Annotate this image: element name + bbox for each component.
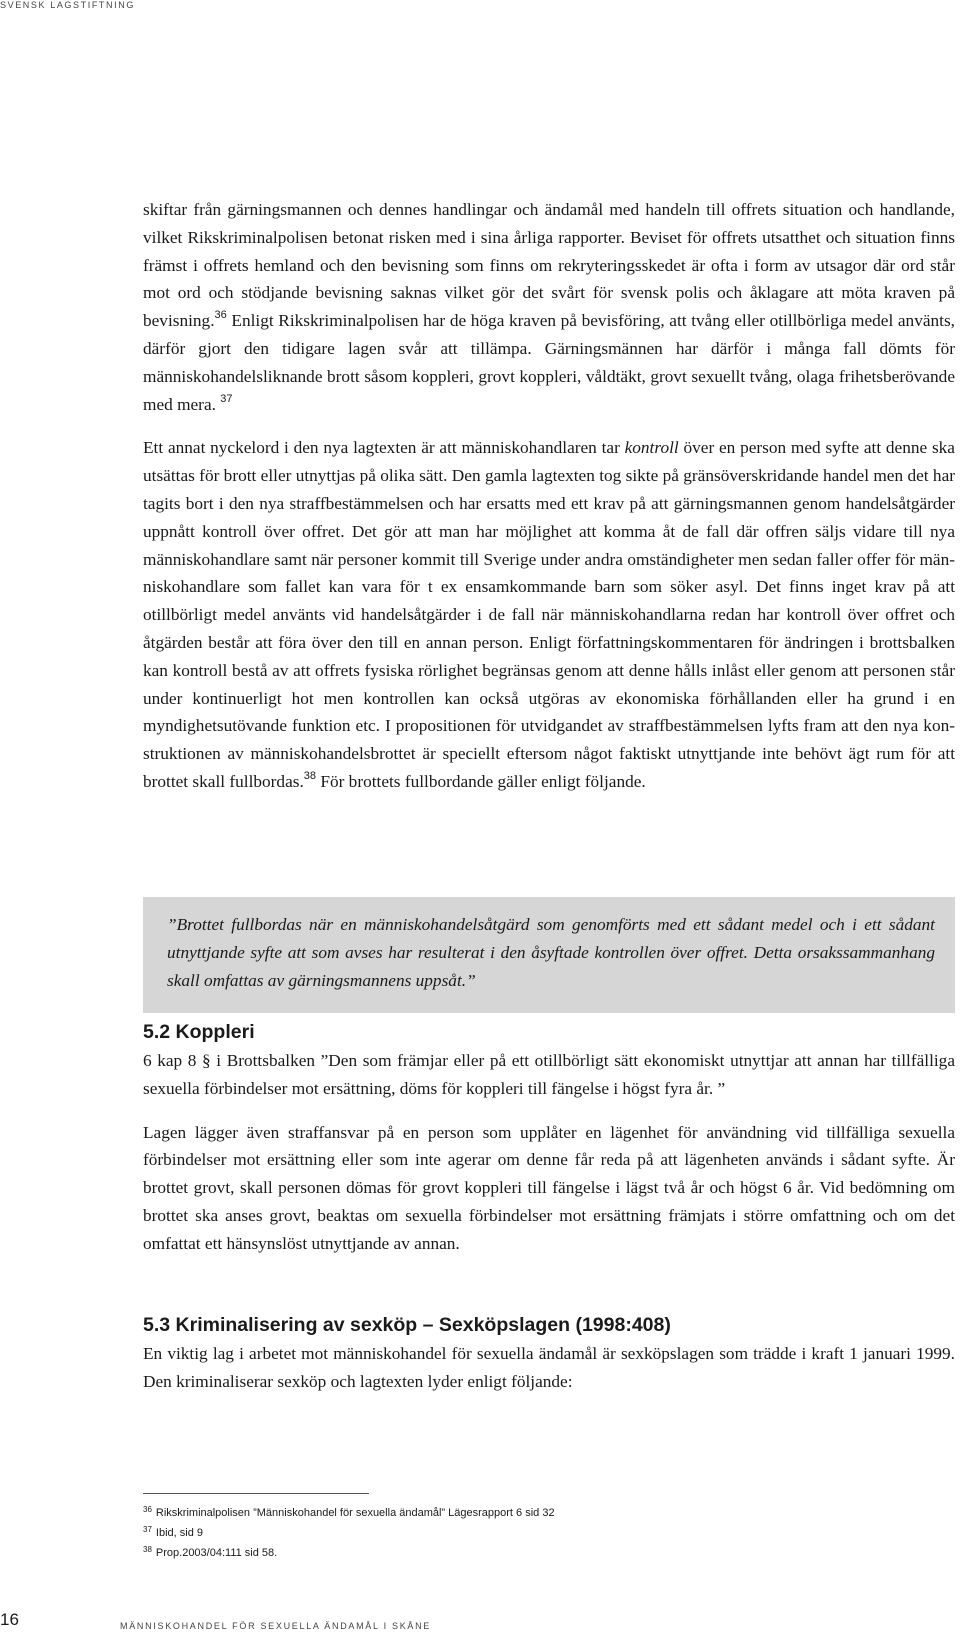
section-sexkopslagen [143, 1312, 955, 1412]
keyword-kontroll: kontroll [624, 438, 679, 458]
running-footer: MÄNNISKOHANDEL FÖR SEXUELLA ÄNDAMÅL I SKÅNE [120, 1621, 431, 1631]
footnote-number: 37 [143, 1525, 152, 1534]
footnote-number: 36 [143, 1505, 152, 1514]
running-header: SVENSK LAGSTIFTNING [0, 0, 135, 10]
section-heading-sexkopslagen: 5.3 Kriminalisering av sexköp – Sexköpslagen (1998:408) [143, 1314, 671, 1336]
paragraph-evidence-text-b: Enligt Rikskriminalpolisen har de höga kraven på bevisföring, att tvång eller otillbörliga medel använts, därför gjort den tidigare lagen svår att tillämpa. Gärningsmännen har därför i många fall dömts för människohandelsliknande brott såsom koppleri, grovt koppleri, våldtäkt, grovt sexuellt tvång, olaga frihetsberövande med mera. [143, 311, 955, 414]
quote-box [143, 897, 955, 1013]
footnote-text: Rikskriminalpolisen ”Människohandel för sexuella ändamål” Lägesrapport 6 sid 32 [155, 1507, 555, 1519]
body-text [143, 196, 955, 812]
paragraph-koppleri-responsibility: Lagen lägger även straffansvar på en person som upplåter en lägenhet för användning vid tillfälliga sexuella förbindelser mot ersättning eller som inte agerar om denne får reda på att lägenheten används i sådant syfte. Är brottet grovt, skall personen dömas för grovt koppleri till fängelse i lägst två år och högst 6 år. Vid bedömning om brottet ska anses grovt, beaktas om sexuella förbindelser mot ersättning främjats i större omfattning och om det omfattat ett hänsynslöst utnyttjande av annan. [143, 1122, 955, 1253]
footnote-ref-38[interactable]: 38 [303, 769, 317, 782]
page-number: 16 [0, 1610, 19, 1629]
footnote-36 [143, 1503, 955, 1523]
footnote-37 [143, 1523, 955, 1543]
paragraph-koppleri-law: 6 kap 8 § i Brottsbalken ”Den som främjar eller på ett otillbörligt sätt ekonomiskt utnyttjar att annan har tillfälliga sexuella förbindelser mot ersättning, döms för koppleri till fängelse i högst fyra år. ” [143, 1051, 955, 1098]
paragraph-evidence-text-a: skiftar från gärningsmannen och dennes handlingar och ändamål med handeln till offrets situation och handlande, vilket Rikskriminalpolisen betonat risken med i sina årliga rapporter. Beviset för offrets utsatthet och situation finns främst i offrets hemland och den bevisning som finns om rekryteringsskedet är ofta i form av utsagor där ord står mot ord och stödjande bevisning saknas vilket gör det svårt för svensk polis och åklagare att möta kraven på bevisning. [143, 200, 955, 331]
quote-text: ”Brottet fullbordas när en människohandelsåtgärd som genomförts med ett sådant medel och i ett sådant utnyttjande syfte att som avses har resulterat i den åsyftade kontrollen över offret. Detta orsakssammanhang skall omfattas av gärningsmannens uppsåt.” [167, 915, 935, 990]
paragraph-sexkopslagen: En viktig lag i arbetet mot människohandel för sexuella ändamål är sexköpslagen som trädde i kraft 1 januari 1999. Den kriminaliserar sexköp och lagtexten lyder enligt följande: [143, 1344, 955, 1391]
footnote-ref-36[interactable]: 36 [214, 308, 227, 321]
section-heading-koppleri: 5.2 Koppleri [143, 1021, 255, 1043]
paragraph-evidence [143, 196, 955, 418]
footnote-ref-37[interactable]: 37 [220, 392, 233, 405]
paragraph-control-text-b: över en person med syfte att denne ska utsättas för brott eller utnyttjas på olika sätt. Den gamla lagtexten tog sikte på gränsöverskridande handel men det har tagits bort i den nya straffbestämmelsen och har ersatts med ett krav på att gärningsmannen genom handelsåtgärder uppnått kontroll över offret. Det gör att man har möjlighet att komma åt de fall där offren säljs vidare till nya människohandlare samt när personer kommit till Sverige under andra omständigheter men sedan faller offer för människohandlare som fallet kan vara för t ex ensamkommande barn som söker asyl. Det finns inget krav på att otillbörligt medel använts vid handelsåtgärder i de fall när människohandlarna redan har kontroll över offret och åtgärden består att föra över den till en annan person. Enligt författningskommentaren för ändringen i brottsbalken kan kontroll bestå av att offrets fysiska rörlighet begränsas genom att denne hålls inlåst eller genom att personen står under kontinuerligt hot men kontrollen kan också utgöras av ekonomiska förhållanden eller ha grund i en myndighetsutövande funktion etc. I propositionen för utvidgandet av straffbestämmelsen lyfts fram att den nya konstruktionen av människohandelsbrottet är speciellt eftersom något faktiskt utnyttjande inte behövt ägt rum för att brottet skall fullbordas. [143, 438, 955, 791]
footnotes [143, 1503, 955, 1563]
paragraph-control-text-a: Ett annat nyckelord i den nya lagtexten är att människohandlaren tar [143, 438, 625, 458]
paragraph-control-text-c: För brottets fullbordande gäller enligt följande. [316, 771, 646, 791]
footnote-number: 38 [143, 1545, 152, 1554]
footnote-divider [143, 1493, 369, 1494]
footnote-38 [143, 1543, 955, 1563]
paragraph-control [143, 434, 955, 795]
footnote-text: Prop.2003/04:111 sid 58. [155, 1547, 278, 1559]
footnote-text: Ibid, sid 9 [155, 1527, 203, 1539]
section-koppleri [143, 1019, 955, 1274]
